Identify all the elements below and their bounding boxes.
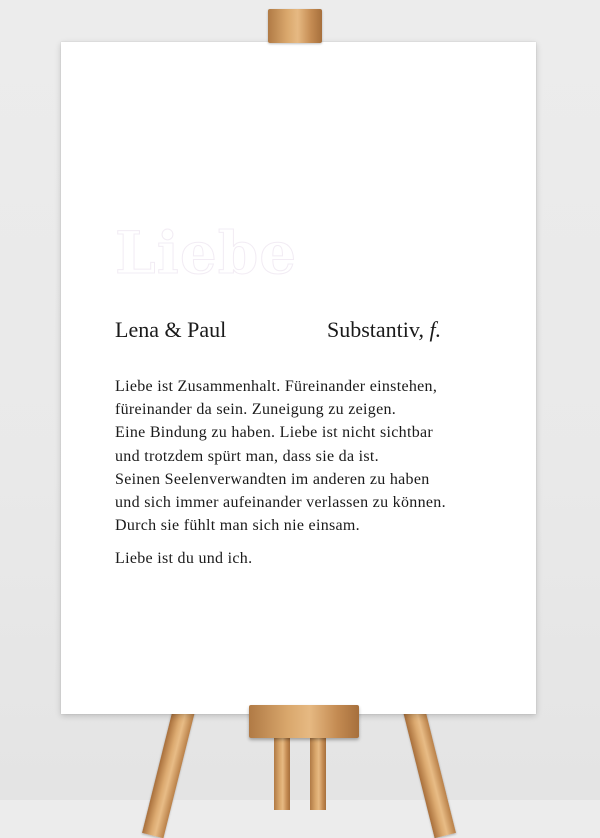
easel-ledge <box>249 705 359 738</box>
poster <box>61 42 536 714</box>
definition-line: und sich immer aufeinander verlassen zu können. <box>115 494 446 512</box>
poster-word-class <box>327 317 441 343</box>
easel-top-clip <box>268 9 322 43</box>
definition-line: Eine Bindung zu haben. Liebe ist nicht sichtbar <box>115 424 434 442</box>
poster-closing-line: Liebe ist du und ich. <box>115 550 253 567</box>
easel-center-leg-left <box>274 730 290 810</box>
poster-headword: Liebe <box>115 219 298 287</box>
poster-names: Lena & Paul <box>115 317 227 342</box>
definition-line: Durch sie fühlt man sich nie einsam. <box>115 517 360 535</box>
definition-line: füreinander da sein. Zuneigung zu zeigen. <box>115 401 397 419</box>
word-class-label: Substantiv, <box>327 317 424 342</box>
easel-center-leg-right <box>310 730 326 810</box>
definition-line: Liebe ist Zusammenhalt. Füreinander einstehen, <box>115 378 438 395</box>
definition-line: und trotzdem spürt man, dass sie da ist. <box>115 447 379 465</box>
poster-definition <box>115 375 515 537</box>
definition-line: Seinen Seelenverwandten im anderen zu haben <box>115 470 430 488</box>
gender-label: f. <box>429 317 442 342</box>
